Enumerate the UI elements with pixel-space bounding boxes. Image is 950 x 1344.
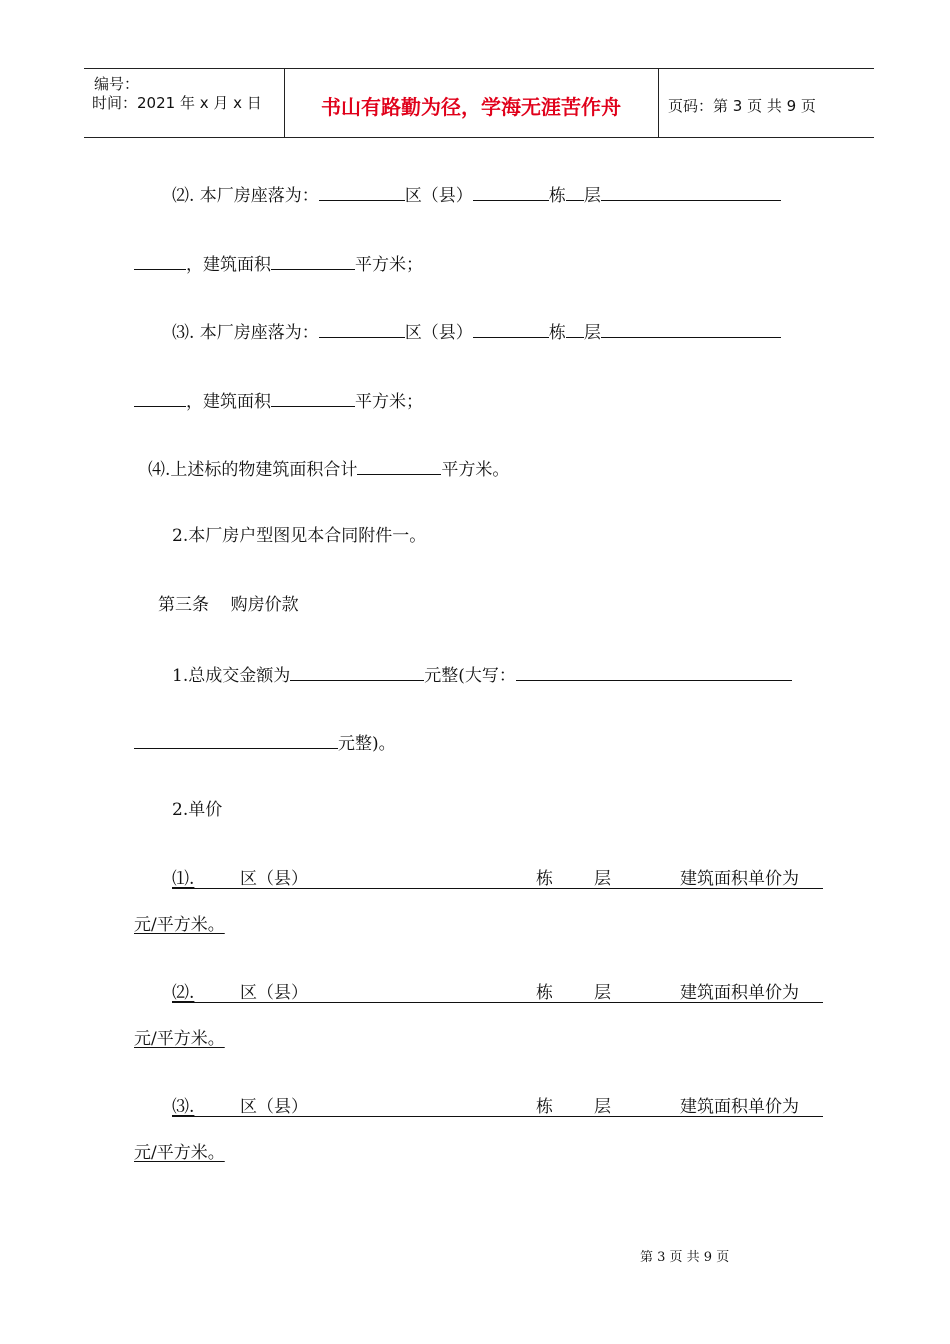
floor-label: 层 xyxy=(583,186,601,206)
price-line-underline xyxy=(172,1096,823,1117)
district-label: 区（县） xyxy=(404,186,473,206)
price-line-2 xyxy=(172,982,823,1004)
location-blank-cont xyxy=(134,389,186,407)
location-blank xyxy=(601,320,781,338)
item3-prefix: ⑶. 本厂房座落为： xyxy=(172,323,319,343)
total-words-blank xyxy=(516,663,792,681)
floorplan-note: 2.本厂房户型图见本合同附件一。 xyxy=(172,526,427,546)
item2-location-line xyxy=(172,183,781,207)
price-line-prefix: ⑶. xyxy=(172,1097,195,1117)
price-line-1 xyxy=(172,868,823,890)
price-line-building: 栋 xyxy=(536,869,553,889)
building-label: 栋 xyxy=(548,323,566,343)
price-line-floor: 层 xyxy=(594,1097,611,1117)
page-footer: 第 3 页 共 9 页 xyxy=(640,1250,730,1265)
price-line-underline xyxy=(172,982,823,1003)
header-page-info: 页码：第 3 页 共 9 页 xyxy=(668,97,816,115)
header-left-cell xyxy=(84,69,285,137)
total-prefix: 1.总成交金额为 xyxy=(172,666,291,686)
price-line-label: 建筑面积单价为 xyxy=(680,983,799,1003)
price-line-building: 栋 xyxy=(536,983,553,1003)
unit-price-title: 2.单价 xyxy=(172,800,223,820)
header-middle-cell xyxy=(284,69,659,137)
price-line-floor: 层 xyxy=(594,869,611,889)
area-blank xyxy=(271,389,355,407)
total-amount-blank xyxy=(290,663,424,681)
item4-total-area-line xyxy=(148,457,509,481)
sqm-label: 平方米； xyxy=(355,255,423,275)
price-line-prefix: ⑴. xyxy=(172,869,195,889)
building-blank xyxy=(473,320,549,338)
area-blank xyxy=(271,252,355,270)
district-blank xyxy=(319,320,405,338)
price-line-label: 建筑面积单价为 xyxy=(680,1097,799,1117)
header-motto: 书山有路勤为径，学海无涯苦作舟 xyxy=(321,95,621,119)
price-line-district: 区（县） xyxy=(240,1097,308,1117)
price-line-floor: 层 xyxy=(594,983,611,1003)
total-area-blank xyxy=(357,457,441,475)
document-header xyxy=(84,68,874,138)
item3-area-line xyxy=(134,389,423,413)
price-line-label: 建筑面积单价为 xyxy=(680,869,799,889)
floor-label: 层 xyxy=(583,323,601,343)
district-blank xyxy=(319,183,405,201)
district-label: 区（县） xyxy=(404,323,473,343)
item2-prefix: ⑵. 本厂房座落为： xyxy=(172,186,319,206)
document-number-label: 编号： xyxy=(94,75,140,93)
total-suffix: 元整)。 xyxy=(338,734,396,754)
price-line-prefix: ⑵. xyxy=(172,983,195,1003)
document-date: 时间：2021 年 x 月 x 日 xyxy=(92,94,262,112)
area-label: ，建筑面积 xyxy=(186,255,271,275)
article3-title: 第三条 购房价款 xyxy=(158,595,299,615)
price-line-district: 区（县） xyxy=(240,983,308,1003)
price-line-2-unit: 元/平方米。 xyxy=(134,1029,225,1049)
total-words-blank-cont xyxy=(134,731,338,749)
floor-blank xyxy=(566,183,584,201)
price-line-building: 栋 xyxy=(536,1097,553,1117)
price-line-underline xyxy=(172,868,823,889)
price-line-district: 区（县） xyxy=(240,869,308,889)
item4-prefix: ⑷.上述标的物建筑面积合计 xyxy=(148,460,358,480)
total-price-line-cont xyxy=(134,731,396,755)
price-line-1-unit: 元/平方米。 xyxy=(134,915,225,935)
price-line-3-unit: 元/平方米。 xyxy=(134,1143,225,1163)
sqm-label: 平方米； xyxy=(355,392,423,412)
location-blank-cont xyxy=(134,252,186,270)
floor-blank xyxy=(566,320,584,338)
building-blank xyxy=(473,183,549,201)
item4-suffix: 平方米。 xyxy=(441,460,510,480)
price-line-3 xyxy=(172,1096,823,1118)
total-price-line xyxy=(172,663,792,687)
item3-location-line xyxy=(172,320,781,344)
building-label: 栋 xyxy=(548,186,566,206)
item2-area-line xyxy=(134,252,423,276)
total-mid: 元整(大写： xyxy=(424,666,516,686)
area-label: ，建筑面积 xyxy=(186,392,271,412)
header-right-cell xyxy=(658,69,874,137)
location-blank xyxy=(601,183,781,201)
